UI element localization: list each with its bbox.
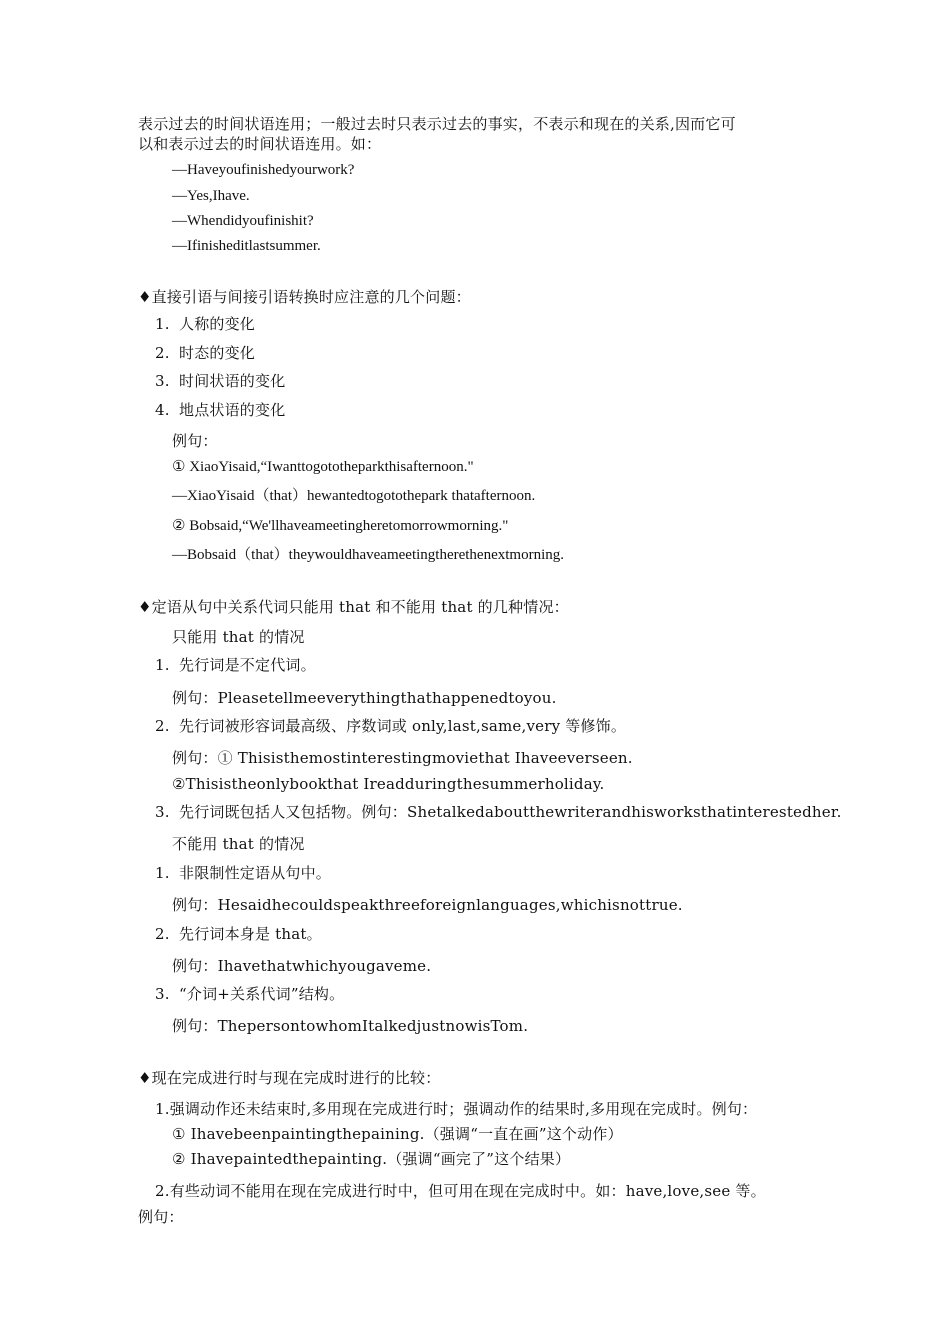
list-number: 2. (155, 925, 170, 943)
example-label: 例句： (172, 432, 218, 450)
subsection-heading: 不能用 that 的情况 (172, 835, 305, 853)
list-item-text: “介词+关系代词”结构。 (179, 985, 345, 1003)
list-number: 2. (155, 344, 170, 362)
list-item-text: 时间状语的变化 (179, 372, 286, 390)
list-number: 1. (155, 656, 170, 674)
example-sentence: 例句：ThepersontowhomItalkedjustnowisTom. (172, 1017, 529, 1035)
dialog-line: —Ifinisheditlastsummer. (172, 238, 321, 254)
dialog-line: —Haveyoufinishedyourwork? (172, 162, 355, 178)
example-sentence: ① XiaoYisaid,“Iwanttogototheparkthisafternoon." (172, 459, 474, 475)
paragraph-line: 表示过去的时间状语连用；一般过去时只表示过去的事实，不表示和现在的关系,因而它可 (138, 115, 736, 133)
paragraph-line: 2.有些动词不能用在现在完成进行时中，但可用在现在完成时中。如：have,love,see 等。 (155, 1182, 766, 1200)
list-item (155, 371, 285, 391)
example-sentence: ②Thisistheonlybookthat Ireadduringthesummerholiday. (172, 775, 605, 793)
dialog-line: —Yes,Ihave. (172, 188, 250, 204)
example-sentence: 例句：Ihavethatwhichyougaveme. (172, 957, 432, 975)
section-heading: ♦定语从句中关系代词只能用 that 和不能用 that 的几种情况： (138, 598, 569, 616)
section-heading: ♦现在完成进行时与现在完成时进行的比较： (138, 1069, 441, 1087)
list-item (155, 655, 316, 675)
example-sentence: 例句：① Thisisthemostinterestingmoviethat Ihaveeverseen. (172, 749, 633, 767)
example-sentence: ② Bobsaid,“We'llhaveameetingheretomorrowmorning." (172, 518, 509, 534)
list-number: 3. (155, 372, 170, 390)
list-item-text: 先行词本身是 that。 (179, 925, 322, 943)
list-number: 4. (155, 401, 170, 419)
list-number: 2. (155, 717, 170, 735)
paragraph-line: 1.强调动作还未结束时,多用现在完成进行时；强调动作的结果时,多用现在完成时。例句： (155, 1100, 758, 1118)
list-item-text: 地点状语的变化 (179, 401, 286, 419)
list-item (155, 863, 331, 883)
list-number: 3. (155, 985, 170, 1003)
list-item-text: 时态的变化 (179, 344, 256, 362)
paragraph-line: 以和表示过去的时间状语连用。如： (138, 135, 382, 153)
list-item (155, 314, 255, 334)
example-sentence: 例句：Pleasetellmeeverythingthathappenedtoyou. (172, 689, 557, 707)
example-sentence: ② Ihavepaintedthepainting.（强调“画完了”这个结果） (172, 1150, 571, 1168)
example-sentence: —XiaoYisaid（that）hewantedtogotothepark thatafternoon. (172, 488, 536, 504)
subsection-heading: 只能用 that 的情况 (172, 628, 305, 646)
list-item-text: 先行词是不定代词。 (179, 656, 316, 674)
list-item (155, 716, 626, 736)
list-number: 1. (155, 864, 170, 882)
example-sentence: —Bobsaid（that）theywouldhaveameetingtherethenextmorning. (172, 547, 564, 563)
list-item-text: 非限制性定语从句中。 (179, 864, 332, 882)
list-number: 1. (155, 315, 170, 333)
section-heading: ♦直接引语与间接引语转换时应注意的几个问题： (138, 288, 471, 306)
dialog-line: —Whendidyoufinishit? (172, 213, 314, 229)
example-sentence: 例句：Hesaidhecouldspeakthreeforeignlanguages,whichisnottrue. (172, 896, 683, 914)
paragraph-line: 例句： (138, 1208, 184, 1226)
list-item (155, 343, 255, 363)
list-number: 3. (155, 803, 170, 821)
list-item (155, 802, 842, 822)
list-item-text: 先行词被形容词最高级、序数词或 only,last,same,very 等修饰。 (179, 717, 627, 735)
list-item (155, 924, 322, 944)
list-item-text: 先行词既包括人又包括物。例句：Shetalkedaboutthewriterandhisworksthatinterestedher. (179, 803, 842, 821)
list-item (155, 400, 285, 420)
list-item (155, 984, 344, 1004)
example-sentence: ① Ihavebeenpaintingthepaining.（强调“一直在画”这个动作） (172, 1125, 623, 1143)
list-item-text: 人称的变化 (179, 315, 256, 333)
